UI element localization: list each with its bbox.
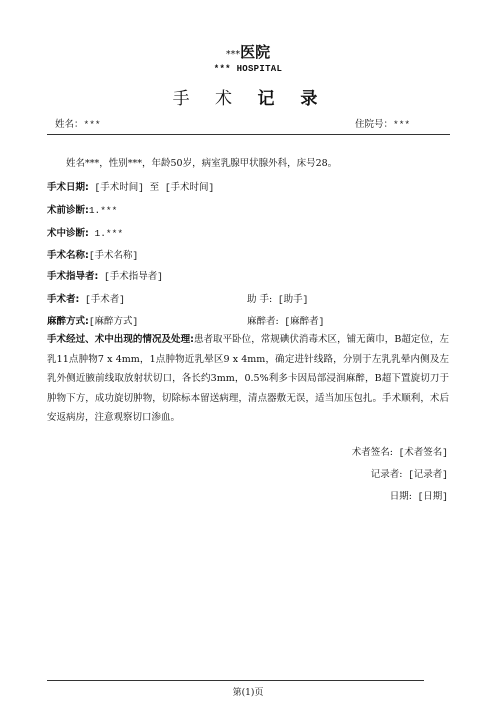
intro-text: 姓名***，性别***，年龄50岁，病室乳腺甲状腺外科，床号28。 [66,158,338,169]
hospital-english-name: *** HOSPITAL [213,64,283,74]
header-divider [47,134,450,135]
record-title-b: 记 录 [257,89,328,109]
preop-diagnosis-label: 术前诊断: [47,205,89,216]
procedure-paragraph [47,330,449,428]
footer-divider [47,680,424,681]
record-title-a: 手 术 [172,89,243,109]
surgeon-label: 手术者: [47,294,80,305]
assistant-label: 助 手: [247,294,273,305]
recorder-label: 记录者: [370,469,403,480]
surgery-date-value: [手术时间] 至 [手术时间] [88,182,215,193]
assistant-row [247,291,308,305]
anesthetist-row [247,313,324,327]
surgeon-signature-label: 术者签名: [351,447,393,458]
hospital-stars: *** [225,49,241,60]
preop-diagnosis-row [47,202,117,216]
anesthetist-label: 麻醉者: [247,316,279,327]
intraop-diagnosis-row [47,225,123,239]
surgery-name-label: 手术名称: [47,250,89,261]
anesthesia-method-row [47,313,138,327]
hospital-name-text: 医院 [240,43,271,61]
preop-diagnosis-value: 1.*** [88,205,118,216]
procedure-text: 患者取平卧位，常规碘伏消毒术区，铺无菌巾，B超定位，左乳11点肿物7 x 4mm，1点肿物近乳晕区9 x 4mm，确定进针线路，分别于左乳乳晕内侧及左乳外侧近腋前线取放射状切口，各长约3mm，0.5%利多卡因局部浸润麻醉，B超下置旋切刀于肿物下方，成功旋切肿物，切除标本留送病理，清点器敷无误，适当加压包扎。手术顺利，术后安返病房，注意观察切口渗血。 [47,334,449,424]
name-label: 姓名： [55,119,84,130]
admission-label: 住院号： [355,119,394,130]
intraop-diagnosis-label: 术中诊断: [47,228,89,239]
page-number: 第(1)页 [232,688,264,698]
surgeon-signature-value: [术者签名] [392,447,448,458]
recorder-signature [371,466,448,480]
assistant-value: [助手] [272,294,309,305]
name-value: *** [83,119,101,130]
surgery-name-row [47,247,138,261]
admission-number [355,116,410,130]
surgeon-row [47,291,125,305]
anesthesia-method-label: 麻醉方式: [47,316,89,327]
admission-value: *** [393,119,411,130]
surgeon-value: [手术者] [79,294,125,305]
patient-name [55,116,101,130]
surgeon-signature [352,444,448,458]
record-title [0,84,496,109]
hospital-name [0,41,496,62]
date-label: 日期: [389,491,412,502]
surgery-guide-row [47,268,163,282]
date-signature [390,488,448,502]
surgery-name-value: [手术名称] [88,250,139,261]
date-value: [日期] [411,491,448,502]
surgery-guide-label: 手术指导者: [47,271,99,282]
intraop-diagnosis-value: 1.*** [88,228,124,239]
surgery-date-row [47,179,214,193]
procedure-label: 手术经过、术中出现的情况及处理: [47,334,194,345]
recorder-value: [记录者] [402,469,448,480]
anesthetist-value: [麻醉者] [278,316,325,327]
surgery-guide-value: [手术指导者] [98,271,163,282]
anesthesia-method-value: [麻醉方式] [88,316,139,327]
surgery-date-label: 手术日期: [47,182,89,193]
